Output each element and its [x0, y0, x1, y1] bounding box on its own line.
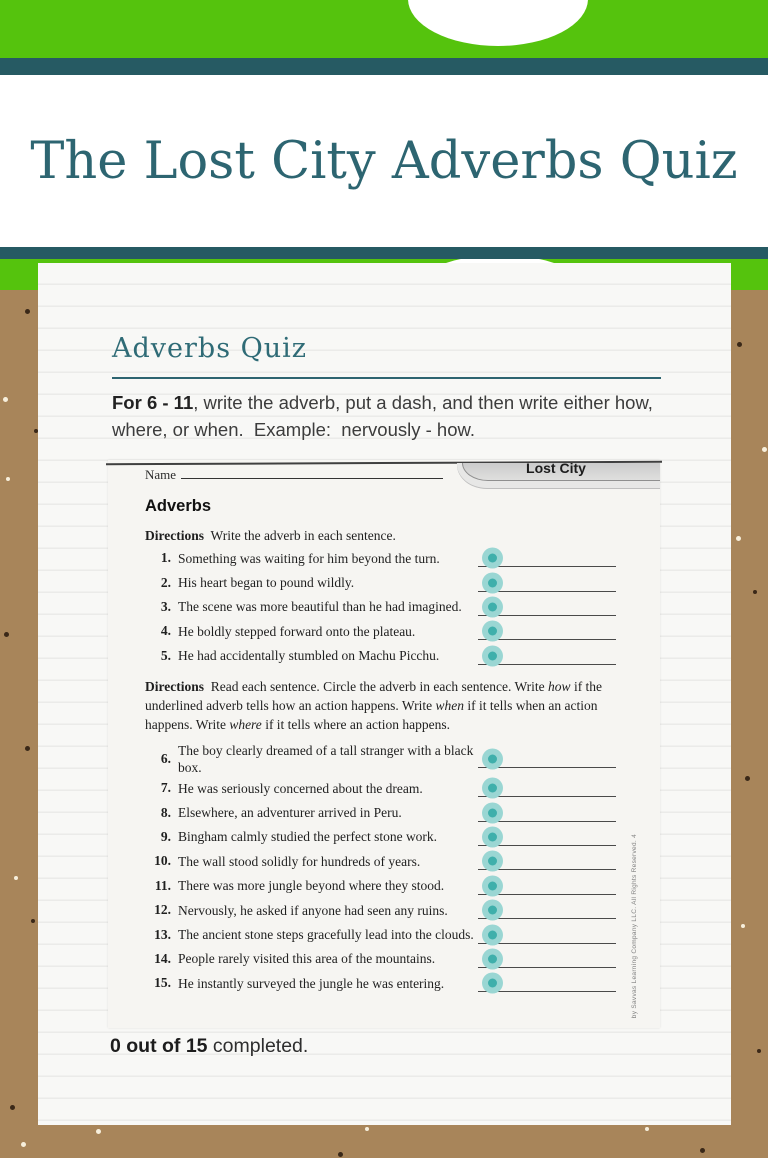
answer-area — [478, 874, 616, 898]
item-sentence: His heart began to pound wildly. — [178, 575, 355, 591]
items-6-15 — [145, 742, 612, 996]
page-title: The Lost City Adverbs Quiz — [30, 131, 738, 191]
top-green-banner — [0, 0, 768, 58]
answer-hotspot[interactable] — [482, 851, 503, 872]
item-sentence: People rarely visited this area of the mountains. — [178, 951, 436, 967]
item-sentence: He boldly stepped forward onto the plateau. — [178, 623, 416, 639]
answer-hotspot-dot — [488, 857, 497, 866]
decorative-dot — [736, 536, 741, 541]
item-number: 4. — [160, 623, 171, 639]
item-number: 12. — [154, 902, 171, 918]
answer-hotspot[interactable] — [482, 875, 503, 896]
item-sentence: The boy clearly dreamed of a tall stranger with a black box. — [178, 743, 474, 775]
copyright-vertical-text: by Savvas Learning Company LLC. All Rights Reserved. 4 — [631, 833, 638, 1018]
decorative-dot — [25, 746, 30, 751]
worksheet-item-row — [145, 546, 612, 570]
decorative-dot — [31, 919, 35, 923]
answer-hotspot[interactable] — [482, 778, 503, 799]
answer-area — [478, 825, 616, 849]
items-1-5 — [145, 546, 612, 668]
decorative-dot — [737, 342, 742, 347]
quiz-heading: Adverbs Quiz — [112, 333, 308, 364]
answer-hotspot-dot — [488, 832, 497, 841]
item-number: 10. — [154, 853, 171, 869]
answer-area — [478, 776, 616, 800]
worksheet-item-row — [145, 570, 612, 594]
answer-hotspot-dot — [488, 554, 497, 563]
directions-2 — [145, 677, 612, 734]
answer-area — [478, 619, 616, 643]
answer-hotspot[interactable] — [482, 924, 503, 945]
answer-area — [478, 849, 616, 873]
answer-hotspot-dot — [488, 651, 497, 660]
directions-2-text: Read each sentence. Circle the adverb in each sentence. Write how if the underlined adverb tells how an action happens. Write when if it tells when an action happens. Write where if it tells where an action happens. — [145, 679, 606, 732]
item-sentence: The ancient stone steps gracefully lead into the clouds. — [178, 927, 474, 943]
worksheet-item-row — [145, 742, 612, 776]
decorative-dot — [745, 776, 750, 781]
item-sentence: Something was waiting for him beyond the turn. — [178, 550, 440, 566]
item-number: 14. — [154, 950, 171, 966]
decorative-dot — [10, 1105, 15, 1110]
directions-2-label: Directions — [145, 679, 204, 694]
quiz-instructions — [112, 390, 672, 443]
heading-divider — [112, 377, 661, 379]
item-number: 13. — [154, 926, 171, 942]
answer-area — [478, 971, 616, 995]
worksheet-item-row — [145, 619, 612, 643]
answer-area — [478, 801, 616, 825]
answer-hotspot[interactable] — [482, 826, 503, 847]
answer-hotspot-dot — [488, 881, 497, 890]
item-sentence: He had accidentally stumbled on Machu Picchu. — [178, 648, 440, 664]
answer-hotspot[interactable] — [482, 645, 503, 666]
answer-area — [478, 747, 616, 771]
decorative-dot — [6, 477, 10, 481]
item-number: 1. — [160, 550, 171, 566]
worksheet-item-row — [145, 947, 612, 971]
item-number: 5. — [160, 647, 171, 663]
decorative-dot — [741, 924, 745, 928]
decorative-dot — [762, 447, 767, 452]
item-sentence: The scene was more beautiful than he had imagined. — [178, 599, 462, 615]
answer-hotspot[interactable] — [482, 621, 503, 642]
instructions-text: , write the adverb, put a dash, and then write either how, where, or when. Example: nervously - how. — [112, 392, 659, 440]
answer-hotspot[interactable] — [482, 973, 503, 994]
directions-1 — [145, 526, 612, 545]
tab-label: Lost City — [526, 463, 586, 476]
answer-hotspot-dot — [488, 755, 497, 764]
worksheet-item-row — [145, 644, 612, 668]
worksheet-section-title: Adverbs — [145, 497, 212, 515]
worksheet-item-row — [145, 849, 612, 873]
decorative-dot — [753, 590, 757, 594]
item-number: 2. — [160, 574, 171, 590]
decorative-dot — [757, 1049, 761, 1053]
worksheet-item-row — [145, 971, 612, 995]
answer-hotspot-dot — [488, 602, 497, 611]
teal-divider-band-top — [0, 58, 768, 75]
item-sentence: There was more jungle beyond where they stood. — [178, 878, 445, 894]
decorative-dot — [96, 1129, 101, 1134]
decorative-dot — [14, 876, 18, 880]
decorative-dot — [700, 1148, 705, 1153]
progress-count: 0 out of 15 — [110, 1035, 208, 1057]
decorative-dot — [338, 1152, 343, 1157]
answer-hotspot[interactable] — [482, 596, 503, 617]
worksheet-item-row — [145, 874, 612, 898]
answer-hotspot[interactable] — [482, 900, 503, 921]
answer-hotspot-dot — [488, 627, 497, 636]
answer-area — [478, 923, 616, 947]
answer-area — [478, 898, 616, 922]
answer-hotspot-dot — [488, 954, 497, 963]
item-sentence: Nervously, he asked if anyone had seen any ruins. — [178, 902, 448, 918]
decorative-dot — [25, 309, 30, 314]
item-number: 15. — [154, 975, 171, 991]
item-number: 9. — [160, 828, 171, 844]
instructions-range: For 6 - 11 — [112, 392, 194, 413]
name-row — [145, 466, 443, 483]
worksheet-item-row — [145, 898, 612, 922]
item-sentence: Elsewhere, an adventurer arrived in Peru. — [178, 805, 402, 821]
answer-hotspot-dot — [488, 578, 497, 587]
progress-text: completed. — [207, 1035, 309, 1057]
decorative-dot — [21, 1142, 26, 1147]
item-number: 6. — [160, 751, 171, 766]
answer-area — [478, 947, 616, 971]
item-number: 7. — [160, 780, 171, 796]
teal-divider-band-bottom — [0, 247, 768, 259]
worksheet-item-row — [145, 825, 612, 849]
answer-area — [478, 571, 616, 595]
answer-hotspot-dot — [488, 979, 497, 988]
item-number: 8. — [160, 804, 171, 820]
answer-area — [478, 595, 616, 619]
worksheet-item-row — [145, 922, 612, 946]
directions-1-text: Write the adverb in each sentence. — [204, 528, 396, 543]
answer-hotspot[interactable] — [482, 572, 503, 593]
decorative-dot — [4, 632, 9, 637]
answer-hotspot[interactable] — [482, 548, 503, 569]
answer-hotspot[interactable] — [482, 948, 503, 969]
name-blank-line — [181, 466, 443, 479]
worksheet-item-row — [145, 595, 612, 619]
title-banner — [0, 75, 768, 247]
worksheet-item-row — [145, 776, 612, 800]
worksheet-item-row — [145, 800, 612, 824]
quiz-paper-card — [38, 263, 731, 1125]
item-number: 11. — [154, 877, 171, 893]
item-sentence: The wall stood solidly for hundreds of years. — [178, 853, 421, 869]
name-label: Name — [145, 467, 177, 482]
directions-1-label: Directions — [145, 528, 204, 543]
item-sentence: He was seriously concerned about the dream. — [178, 780, 423, 796]
answer-hotspot-dot — [488, 784, 497, 793]
item-number: 3. — [160, 598, 171, 614]
item-sentence: He instantly surveyed the jungle he was entering. — [178, 975, 445, 991]
answer-hotspot[interactable] — [482, 802, 503, 823]
item-sentence: Bingham calmly studied the perfect stone work. — [178, 829, 438, 845]
answer-hotspot-dot — [488, 808, 497, 817]
worksheet-image — [108, 460, 660, 1028]
decorative-dot — [3, 397, 8, 402]
decorative-dot — [365, 1127, 369, 1131]
lost-city-tab — [452, 463, 660, 495]
progress-status — [110, 1035, 731, 1058]
answer-area — [478, 644, 616, 668]
answer-hotspot-dot — [488, 906, 497, 915]
answer-area — [478, 546, 616, 570]
decorative-dot — [645, 1127, 649, 1131]
answer-hotspot[interactable] — [482, 749, 503, 770]
answer-hotspot-dot — [488, 930, 497, 939]
